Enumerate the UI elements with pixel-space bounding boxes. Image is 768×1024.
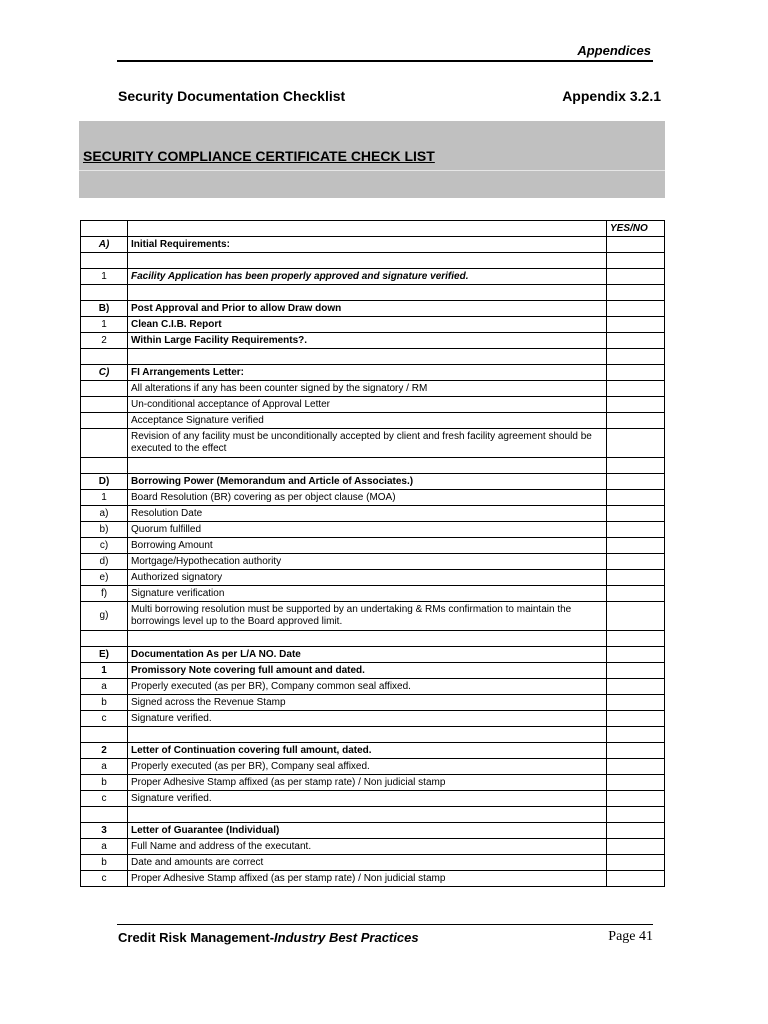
item-number: c: [81, 711, 128, 727]
item-number: [81, 631, 128, 647]
item-description: Within Large Facility Requirements?.: [128, 333, 607, 349]
table-row: [81, 663, 665, 679]
table-row: [81, 490, 665, 506]
page-number: Page 41: [608, 929, 653, 944]
item-description: Facility Application has been properly approved and signature verified.: [128, 269, 607, 285]
item-number: b: [81, 855, 128, 871]
footer-title-italic: Industry Best Practices: [274, 930, 419, 945]
item-description: Revision of any facility must be unconditionally accepted by client and fresh facility agreement should be executed to the effect: [128, 429, 607, 458]
item-number: A): [81, 237, 128, 253]
yes-no-cell[interactable]: [607, 663, 665, 679]
yes-no-header: YES/NO: [607, 221, 665, 237]
item-number: E): [81, 647, 128, 663]
item-number: a: [81, 839, 128, 855]
item-description: Post Approval and Prior to allow Draw down: [128, 301, 607, 317]
item-number: c: [81, 791, 128, 807]
item-number: 3: [81, 823, 128, 839]
item-description: Properly executed (as per BR), Company common seal affixed.: [128, 679, 607, 695]
yes-no-cell[interactable]: [607, 570, 665, 586]
item-description: Letter of Continuation covering full amount, dated.: [128, 743, 607, 759]
item-number: [81, 221, 128, 237]
checklist-body: [81, 221, 665, 887]
item-description: [128, 253, 607, 269]
footer-title-plain: Credit Risk Management-: [118, 930, 275, 945]
item-description: Initial Requirements:: [128, 237, 607, 253]
item-number: [81, 458, 128, 474]
yes-no-cell[interactable]: [607, 413, 665, 429]
item-number: B): [81, 301, 128, 317]
item-number: 1: [81, 663, 128, 679]
item-description: [128, 285, 607, 301]
yes-no-cell[interactable]: [607, 522, 665, 538]
item-number: 1: [81, 269, 128, 285]
item-description: Mortgage/Hypothecation authority: [128, 554, 607, 570]
yes-no-cell[interactable]: [607, 679, 665, 695]
table-row: [81, 775, 665, 791]
item-description: Proper Adhesive Stamp affixed (as per stamp rate) / Non judicial stamp: [128, 871, 607, 887]
yes-no-cell[interactable]: [607, 695, 665, 711]
item-number: [81, 285, 128, 301]
yes-no-cell[interactable]: [607, 365, 665, 381]
yes-no-cell[interactable]: [607, 727, 665, 743]
item-description: Signed across the Revenue Stamp: [128, 695, 607, 711]
item-description: Acceptance Signature verified: [128, 413, 607, 429]
table-row: [81, 317, 665, 333]
item-number: b: [81, 775, 128, 791]
table-row: [81, 570, 665, 586]
table-row: [81, 458, 665, 474]
yes-no-cell[interactable]: [607, 349, 665, 365]
item-description: Properly executed (as per BR), Company seal affixed.: [128, 759, 607, 775]
yes-no-cell[interactable]: [607, 429, 665, 458]
item-number: [81, 397, 128, 413]
item-description: Signature verified.: [128, 791, 607, 807]
table-row: [81, 855, 665, 871]
document-title: Security Documentation Checklist: [118, 88, 346, 104]
item-number: [81, 349, 128, 365]
table-row: [81, 333, 665, 349]
table-row: [81, 474, 665, 490]
item-description: Proper Adhesive Stamp affixed (as per stamp rate) / Non judicial stamp: [128, 775, 607, 791]
yes-no-cell[interactable]: [607, 855, 665, 871]
table-row: [81, 807, 665, 823]
item-description: Borrowing Power (Memorandum and Article of Associates.): [128, 474, 607, 490]
table-row: [81, 285, 665, 301]
item-number: [81, 429, 128, 458]
table-row: [81, 301, 665, 317]
yes-no-cell[interactable]: [607, 711, 665, 727]
item-description: Multi borrowing resolution must be supported by an undertaking & RMs confirmation to maintain the borrowings level up to the Board approved limit.: [128, 602, 607, 631]
table-row: [81, 759, 665, 775]
item-number: [81, 381, 128, 397]
table-row: [81, 413, 665, 429]
item-number: a): [81, 506, 128, 522]
yes-no-cell[interactable]: [607, 791, 665, 807]
yes-no-cell[interactable]: [607, 775, 665, 791]
item-description: [128, 221, 607, 237]
table-header-row: [81, 221, 665, 237]
table-row: [81, 269, 665, 285]
footer-rule: [117, 924, 653, 925]
item-number: f): [81, 586, 128, 602]
item-description: [128, 631, 607, 647]
item-description: Documentation As per L/A NO. Date: [128, 647, 607, 663]
item-description: FI Arrangements Letter:: [128, 365, 607, 381]
item-number: c: [81, 871, 128, 887]
table-row: [81, 679, 665, 695]
item-number: [81, 253, 128, 269]
checklist-table: [80, 220, 665, 887]
table-row: [81, 871, 665, 887]
item-description: Borrowing Amount: [128, 538, 607, 554]
item-number: c): [81, 538, 128, 554]
item-description: Un-conditional acceptance of Approval Letter: [128, 397, 607, 413]
item-number: C): [81, 365, 128, 381]
footer-title: [118, 930, 419, 945]
table-row: [81, 381, 665, 397]
table-row: [81, 791, 665, 807]
item-number: a: [81, 759, 128, 775]
item-description: [128, 458, 607, 474]
yes-no-cell[interactable]: [607, 490, 665, 506]
table-row: [81, 695, 665, 711]
item-number: e): [81, 570, 128, 586]
checklist-title: SECURITY COMPLIANCE CERTIFICATE CHECK LIST: [83, 148, 435, 164]
item-description: Board Resolution (BR) covering as per object clause (MOA): [128, 490, 607, 506]
table-row: [81, 506, 665, 522]
yes-no-cell[interactable]: [607, 381, 665, 397]
table-row: [81, 711, 665, 727]
item-number: D): [81, 474, 128, 490]
item-number: 1: [81, 490, 128, 506]
item-description: Date and amounts are correct: [128, 855, 607, 871]
yes-no-cell[interactable]: [607, 301, 665, 317]
item-description: Signature verification: [128, 586, 607, 602]
yes-no-cell[interactable]: [607, 823, 665, 839]
table-row: [81, 365, 665, 381]
section-header: Appendices: [577, 43, 651, 58]
table-row: [81, 586, 665, 602]
table-row: [81, 349, 665, 365]
table-row: [81, 727, 665, 743]
table-row: [81, 253, 665, 269]
item-description: [128, 807, 607, 823]
yes-no-cell[interactable]: [607, 269, 665, 285]
yes-no-cell[interactable]: [607, 317, 665, 333]
appendix-label: Appendix 3.2.1: [562, 88, 661, 104]
yes-no-cell[interactable]: [607, 586, 665, 602]
item-description: Clean C.I.B. Report: [128, 317, 607, 333]
yes-no-cell[interactable]: [607, 474, 665, 490]
table-row: [81, 839, 665, 855]
yes-no-cell[interactable]: [607, 631, 665, 647]
banner-divider: [79, 170, 665, 171]
table-row: [81, 554, 665, 570]
item-number: g): [81, 602, 128, 631]
item-description: Full Name and address of the executant.: [128, 839, 607, 855]
item-number: [81, 807, 128, 823]
item-description: [128, 349, 607, 365]
table-row: [81, 823, 665, 839]
item-number: d): [81, 554, 128, 570]
yes-no-cell[interactable]: [607, 839, 665, 855]
table-row: [81, 397, 665, 413]
item-number: a: [81, 679, 128, 695]
yes-no-cell[interactable]: [607, 602, 665, 631]
yes-no-cell[interactable]: [607, 253, 665, 269]
item-description: Resolution Date: [128, 506, 607, 522]
item-description: Signature verified.: [128, 711, 607, 727]
yes-no-cell[interactable]: [607, 538, 665, 554]
table-row: [81, 631, 665, 647]
yes-no-cell[interactable]: [607, 333, 665, 349]
item-description: Quorum fulfilled: [128, 522, 607, 538]
table-row: [81, 743, 665, 759]
item-description: [128, 727, 607, 743]
table-row: [81, 429, 665, 458]
table-row: [81, 237, 665, 253]
item-description: Promissory Note covering full amount and dated.: [128, 663, 607, 679]
yes-no-cell[interactable]: [607, 285, 665, 301]
item-number: 2: [81, 333, 128, 349]
header-rule: [117, 60, 653, 62]
item-number: b: [81, 695, 128, 711]
item-number: 2: [81, 743, 128, 759]
table-row: [81, 602, 665, 631]
yes-no-cell[interactable]: [607, 554, 665, 570]
table-row: [81, 647, 665, 663]
item-description: Letter of Guarantee (Individual): [128, 823, 607, 839]
yes-no-cell[interactable]: [607, 237, 665, 253]
yes-no-cell[interactable]: [607, 807, 665, 823]
item-number: [81, 413, 128, 429]
item-number: b): [81, 522, 128, 538]
item-description: Authorized signatory: [128, 570, 607, 586]
table-row: [81, 522, 665, 538]
yes-no-cell[interactable]: [607, 458, 665, 474]
yes-no-cell[interactable]: [607, 871, 665, 887]
item-number: 1: [81, 317, 128, 333]
item-number: [81, 727, 128, 743]
yes-no-cell[interactable]: [607, 759, 665, 775]
item-description: All alterations if any has been counter signed by the signatory / RM: [128, 381, 607, 397]
yes-no-cell[interactable]: [607, 743, 665, 759]
yes-no-cell[interactable]: [607, 506, 665, 522]
yes-no-cell[interactable]: [607, 397, 665, 413]
table-row: [81, 538, 665, 554]
yes-no-cell[interactable]: [607, 647, 665, 663]
